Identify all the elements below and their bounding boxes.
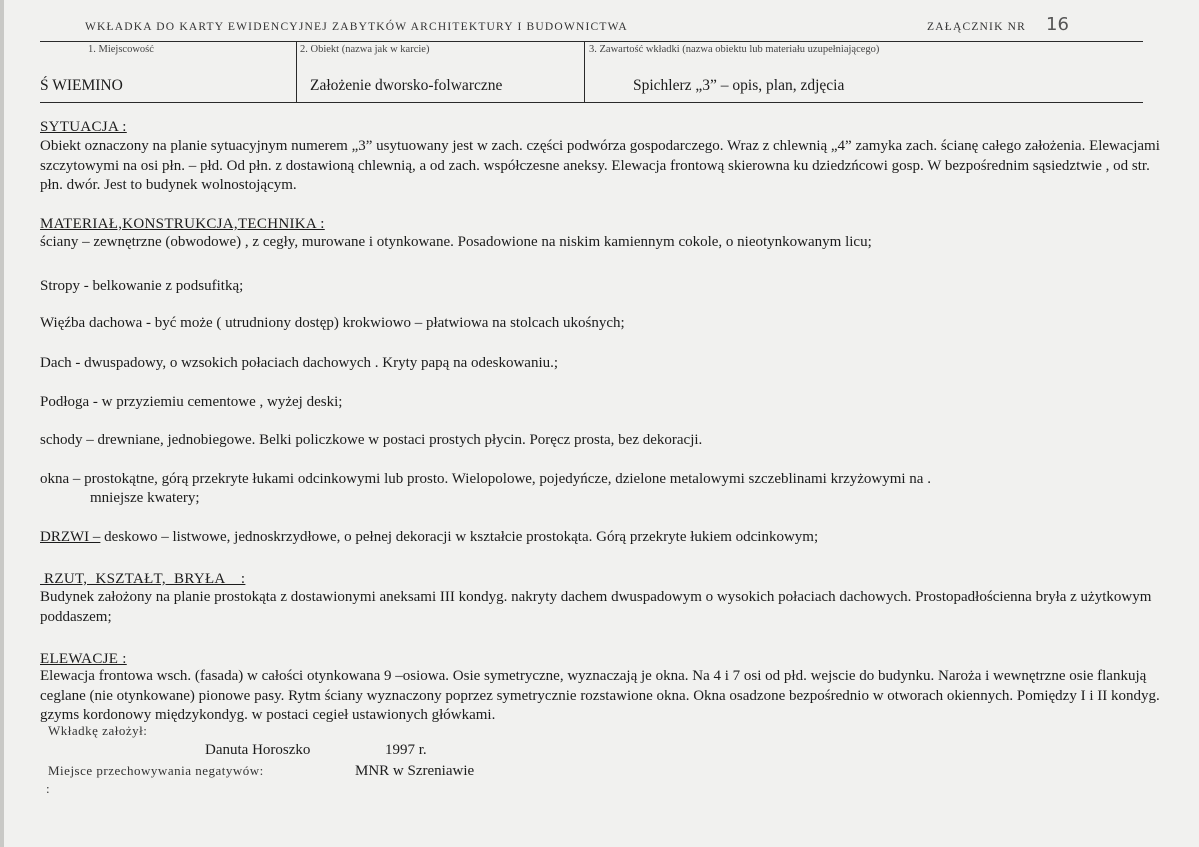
header-bottom-rule xyxy=(40,102,1143,103)
plan-heading: RZUT, KSZTAŁT, BRYŁA : xyxy=(40,571,246,587)
object-label: 2. Obiekt (nazwa jak w karcie) xyxy=(300,44,430,55)
walls-text: ściany – zewnętrzne (obwodowe) , z cegły, murowane i otynkowane. Posadowione na niskim kamiennym cokole, o nieotynkowanym licu; xyxy=(40,234,872,250)
column-divider-1 xyxy=(296,41,297,103)
windows-text-continued: mniejsze kwatery; xyxy=(90,490,200,506)
locality-value: Ś WIEMINO xyxy=(40,77,123,94)
roof-text: Dach - dwuspadowy, o wzsokich połaciach dachowych . Kryty papą na odeskowaniu.; xyxy=(40,355,559,371)
locality-label: 1. Miejscowość xyxy=(88,44,154,55)
year-value: 1997 r. xyxy=(385,742,427,758)
header-top-rule xyxy=(40,41,1143,42)
floor-text: Podłoga - w przyziemiu cementowe , wyżej deski; xyxy=(40,394,343,410)
content-value: Spichlerz „3” – opis, plan, zdjęcia xyxy=(633,77,845,94)
doors-label: DRZWI – xyxy=(40,529,101,545)
author-label: Wkładkę założył: xyxy=(48,723,148,738)
windows-text: okna – prostokątne, górą przekryte łukami odcinkowymi lub prosto. Wielopolowe, pojedyńcze, dzielone metalowymi szczeblinami krzyżowymi na . xyxy=(40,471,931,487)
doors-line xyxy=(40,529,818,546)
annex-number: 16 xyxy=(1046,14,1069,35)
column-divider-2 xyxy=(584,41,585,103)
situation-text: Obiekt oznaczony na planie sytuacyjnym numerem „3” usytuowany jest w zach. części podwórza gospodarczego. Wraz z chlewnią „4” zamyka zach. ścianę całego założenia. Elewacjami szczytowymi na osi płn. – płd. Od płn. z dostawioną chlewnią, a od zach. współczesne aneksy. Elewacja frontową skierowna ku dziedzńcowi gosp. W bezpośrednim sąsiedztwie , od str. płn. dwór. Jest to budynek wolnostojącym. xyxy=(40,138,1160,193)
stairs-text: schody – drewniane, jednobiegowe. Belki policzkowe w postaci prostych płycin. Poręcz prosta, bez dekoracji. xyxy=(40,432,703,448)
negatives-label: Miejsce przechowywania negatywów: xyxy=(48,763,264,778)
author-name: Danuta Horoszko xyxy=(205,742,311,758)
elevations-text: Elewacja frontowa wsch. (fasada) w całości otynkowana 9 –osiowa. Osie symetryczne, wyznaczają je okna. Na 4 i 7 osi od płd. wejscie do budynku. Naroża i wewnętrzne osie flankują ceglane (nie otynkowane) pionowe pasy. Rytm ściany wyznaczony poprzez symetrycznie rozstawione okna. Okna osadzone bezpośrednio w otworach okiennych. Pomiędzy I i II kondyg. gzyms kordonowy międzykondyg. w postaci cegieł ustawionych główkami. xyxy=(40,668,1160,723)
material-heading: MATERIAŁ,KONSTRUKCJA,TECHNIKA : xyxy=(40,216,325,232)
paper-edge xyxy=(0,0,4,847)
content-label: 3. Zawartość wkładki (nazwa obiektu lub materiału uzupełniającego) xyxy=(589,44,880,55)
truss-text: Więźba dachowa - być może ( utrudniony dostęp) krokwiowo – płatwiowa na stolcach ukośnych; xyxy=(40,315,625,331)
negatives-place: MNR w Szreniawie xyxy=(355,763,475,779)
plan-text: Budynek założony na planie prostokąta z dostawionymi aneksami III kondyg. nakryty dachem dwuspadowym o wysokich połaciach dachowych. Prostopadłościenna bryła z użytkowym poddaszem; xyxy=(40,589,1152,625)
trailing-colon: : xyxy=(46,781,51,796)
ceilings-text: Stropy - belkowanie z podsufitką; xyxy=(40,278,244,294)
doors-text: deskowo – listwowe, jednoskrzydłowe, o pełnej dekoracji w kształcie prostokąta. Górą przekryte łukiem odcinkowym; xyxy=(100,529,819,545)
situation-heading: SYTUACJA : xyxy=(40,119,127,135)
form-title: WKŁADKA DO KARTY EWIDENCYJNEJ ZABYTKÓW ARCHITEKTURY I BUDOWNICTWA xyxy=(85,21,628,33)
annex-label: ZAŁĄCZNIK NR xyxy=(927,21,1027,33)
object-value: Założenie dworsko-folwarczne xyxy=(310,77,503,94)
elevations-heading: ELEWACJE : xyxy=(40,651,127,667)
